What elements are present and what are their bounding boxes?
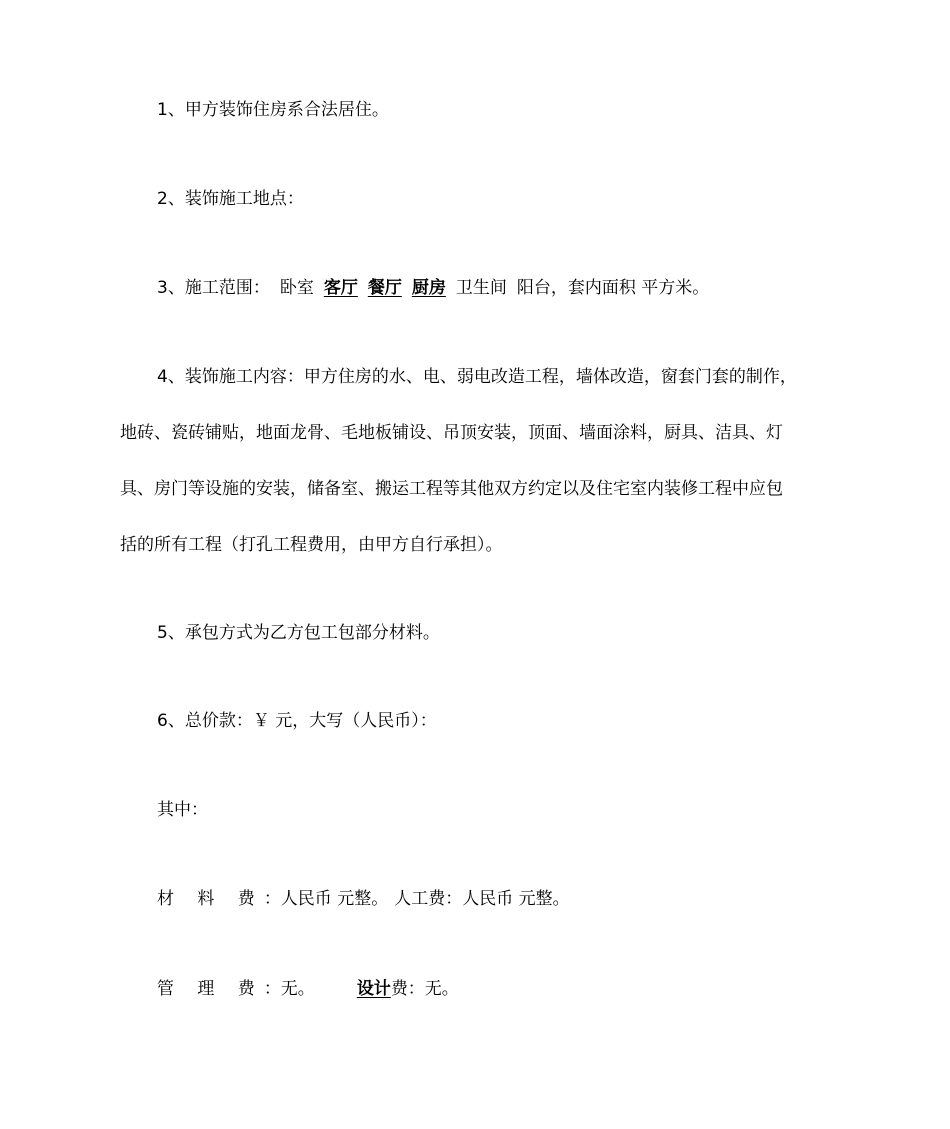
room-balcony: 阳台 [516, 278, 551, 298]
clause-6: 6、总价款：￥ 元，大写（人民币）： [157, 711, 437, 731]
fees-row-2 [157, 977, 459, 1001]
clause-3-prefix: 3、施工范围： [157, 278, 270, 298]
management-fee-label: 管 理 费 [157, 979, 264, 999]
management-fee-value: ：无。 [263, 979, 315, 999]
design-fee-label: 设计 [356, 979, 391, 999]
room-bedroom: 卧室 [279, 278, 314, 298]
room-bathroom: 卫生间 [455, 278, 507, 298]
material-fee-value: ：人民币 元整。 [263, 889, 389, 909]
clause-4-line-2: 地砖、瓷砖铺贴，地面龙骨、毛地板铺设、吊顶安装，顶面、墙面涂料，厨具、洁具、灯 [120, 423, 783, 443]
clause-1: 1、甲方装饰住房系合法居住。 [157, 100, 389, 120]
design-fee-value: 费：无。 [390, 979, 459, 999]
room-living: 客厅 [323, 278, 358, 298]
fees-row-1 [157, 887, 570, 911]
clause-3-suffix: ，套内面积 平方米。 [550, 278, 710, 298]
clause-2: 2、装饰施工地点： [157, 189, 304, 209]
clause-4-line-4: 括的所有工程（打孔工程费用，由甲方自行承担）。 [120, 535, 503, 555]
among-heading: 其中： [157, 800, 208, 820]
room-kitchen: 厨房 [411, 278, 446, 298]
labor-fee-label: 人工费 [394, 889, 446, 909]
clause-4-line-1: 4、装饰施工内容：甲方住房的水、电、弱电改造工程，墙体改造，窗套门套的制作， [157, 367, 797, 387]
clause-3 [157, 276, 709, 300]
material-fee-label: 材 料 费 [157, 889, 264, 909]
clause-4-line-3: 具、房门等设施的安装，储备室、搬运工程等其他双方约定以及住宅室内装修工程中应包 [120, 479, 783, 499]
room-dining: 餐厅 [367, 278, 402, 298]
clause-5: 5、承包方式为乙方包工包部分材料。 [157, 623, 440, 643]
labor-fee-value: ：人民币 元整。 [445, 889, 570, 909]
